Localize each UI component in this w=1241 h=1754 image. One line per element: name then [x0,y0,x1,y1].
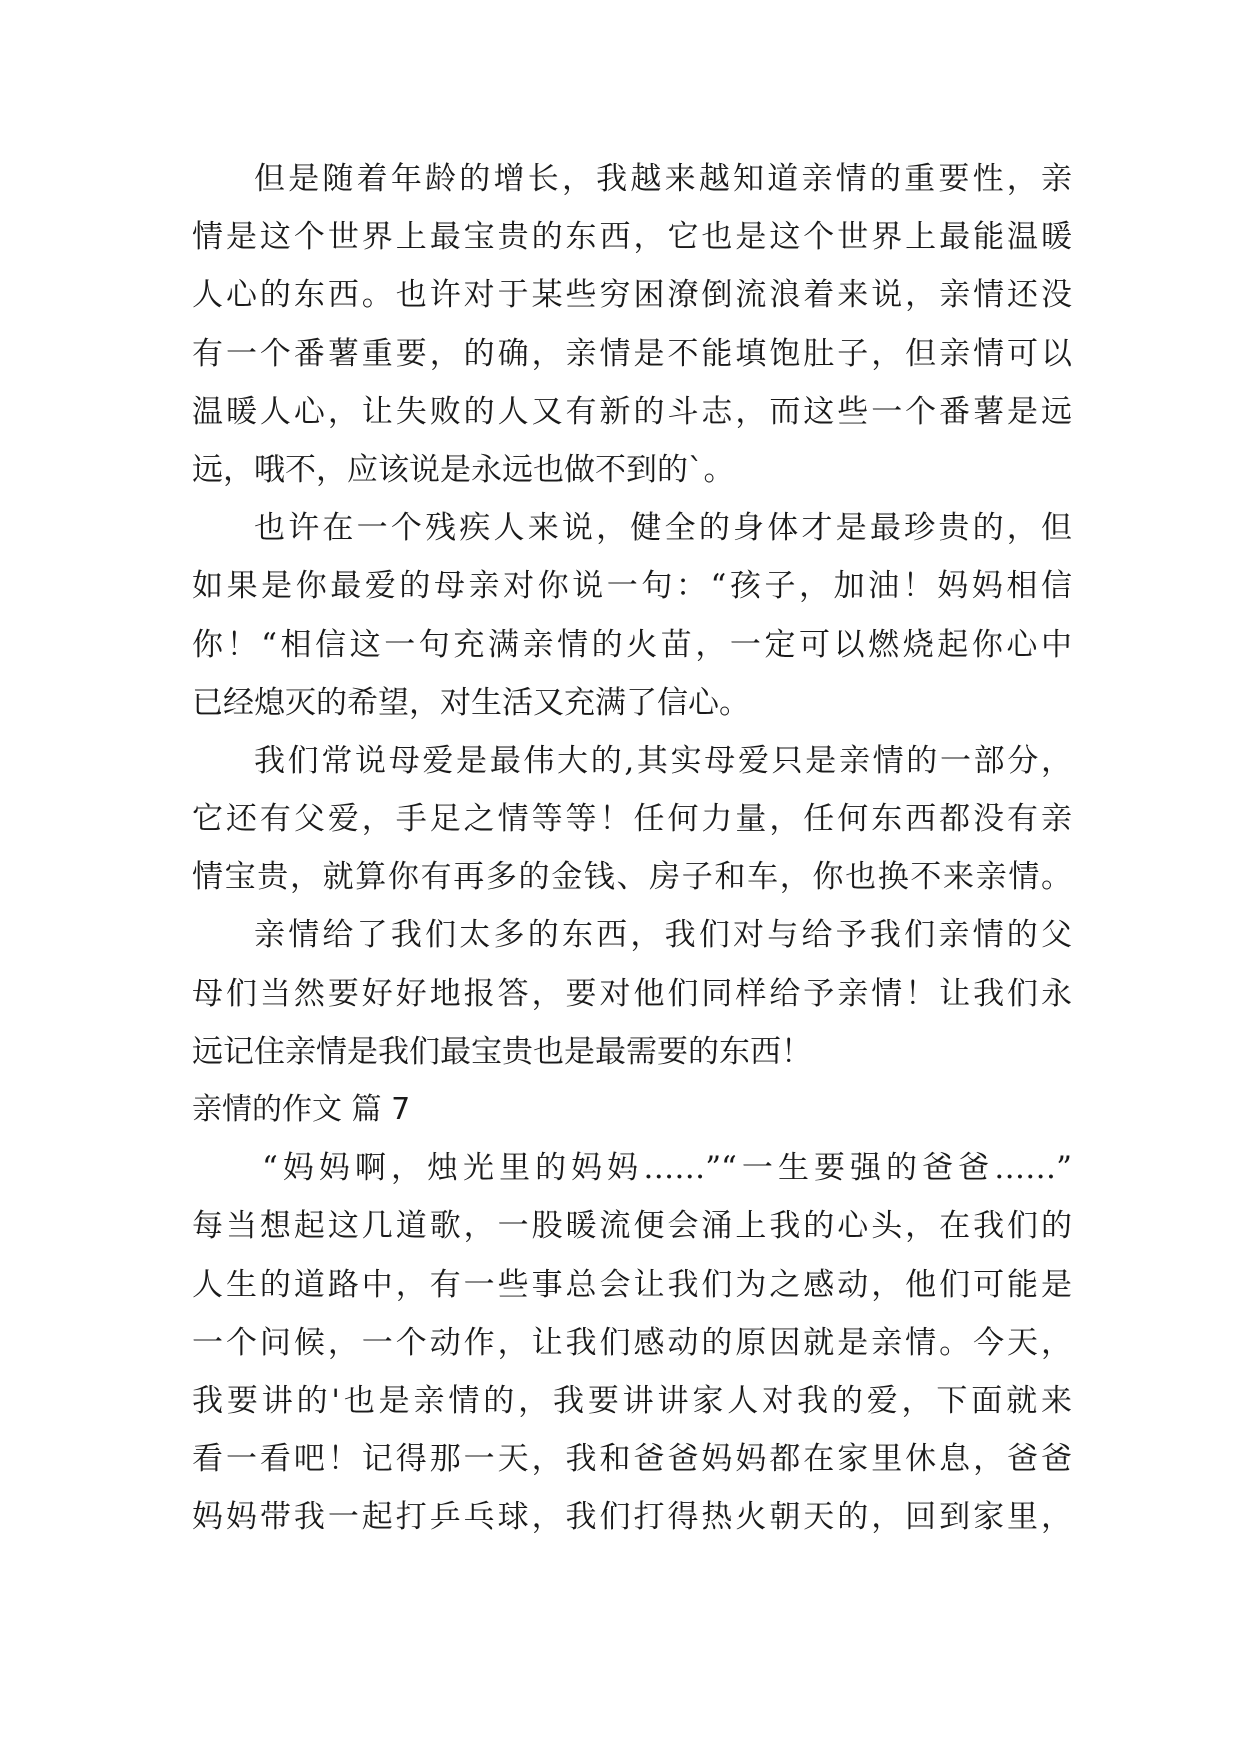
text-line: 情是这个世界上最宝贵的东西，它也是这个世界上最能温暖 [192,219,1072,256]
text-line: 它还有父爱，手足之情等等！任何力量，任何东西都没有亲 [192,801,1072,838]
text-line: 我要讲的'也是亲情的，我要讲讲家人对我的爱，下面就来 [192,1382,1072,1419]
text-line: 一个问候，一个动作，让我们感动的原因就是亲情。今天， [192,1324,1072,1361]
text-line: 但是随着年龄的增长，我越来越知道亲情的重要性，亲 [254,161,1072,197]
text-line: 母们当然要好好地报答，要对他们同样给予亲情！让我们永 [192,975,1072,1012]
paragraph [192,150,1072,499]
text-line: 人生的道路中，有一些事总会让我们为之感动，他们可能是 [192,1266,1072,1303]
text-line: 亲情给了我们太多的东西，我们对与给予我们亲情的父 [254,917,1072,954]
text-line: 有一个番薯重要，的确，亲情是不能填饱肚子，但亲情可以 [192,335,1072,372]
paragraph [192,906,1072,1081]
text-line: “妈妈啊，烛光里的妈妈……”“一生要强的爸爸……” [262,1150,1072,1187]
text-line: 也许在一个残疾人来说，健全的身体才是最珍贵的，但 [254,510,1072,547]
text-line: 已经熄灭的希望，对生活又充满了信心。 [192,684,750,721]
text-line: 如果是你最爱的母亲对你说一句：“孩子，加油！妈妈相信 [192,568,1072,605]
paragraph [192,732,1072,907]
text-line: 你！“相信这一句充满亲情的火苗，一定可以燃烧起你心中 [192,626,1072,663]
document-page [192,150,1072,1547]
text-line: 妈妈带我一起打乒乓球，我们打得热火朝天的，回到家里， [192,1499,1072,1536]
paragraph [192,1139,1072,1546]
text-line: 我们常说母爱是最伟大的,其实母爱只是亲情的一部分， [254,742,1072,779]
text-line: 远，哦不，应该说是永远也做不到的`。 [192,451,735,488]
text-line: 人心的东西。也许对于某些穷困潦倒流浪着来说，亲情还没 [192,277,1072,314]
text-line: 每当想起这几道歌，一股暖流便会涌上我的心头，在我们的 [192,1208,1072,1245]
paragraph [192,499,1072,732]
section-heading: 亲情的作文 篇 7 [192,1092,411,1127]
text-line: 远记住亲情是我们最宝贵也是最需要的东西！ [192,1033,812,1070]
text-line: 情宝贵，就算你有再多的金钱、房子和车，你也换不来亲情。 [192,859,1072,896]
text-line: 看一看吧！记得那一天，我和爸爸妈妈都在家里休息，爸爸 [192,1441,1072,1478]
text-line: 温暖人心，让失败的人又有新的斗志，而这些一个番薯是远 [192,393,1072,430]
